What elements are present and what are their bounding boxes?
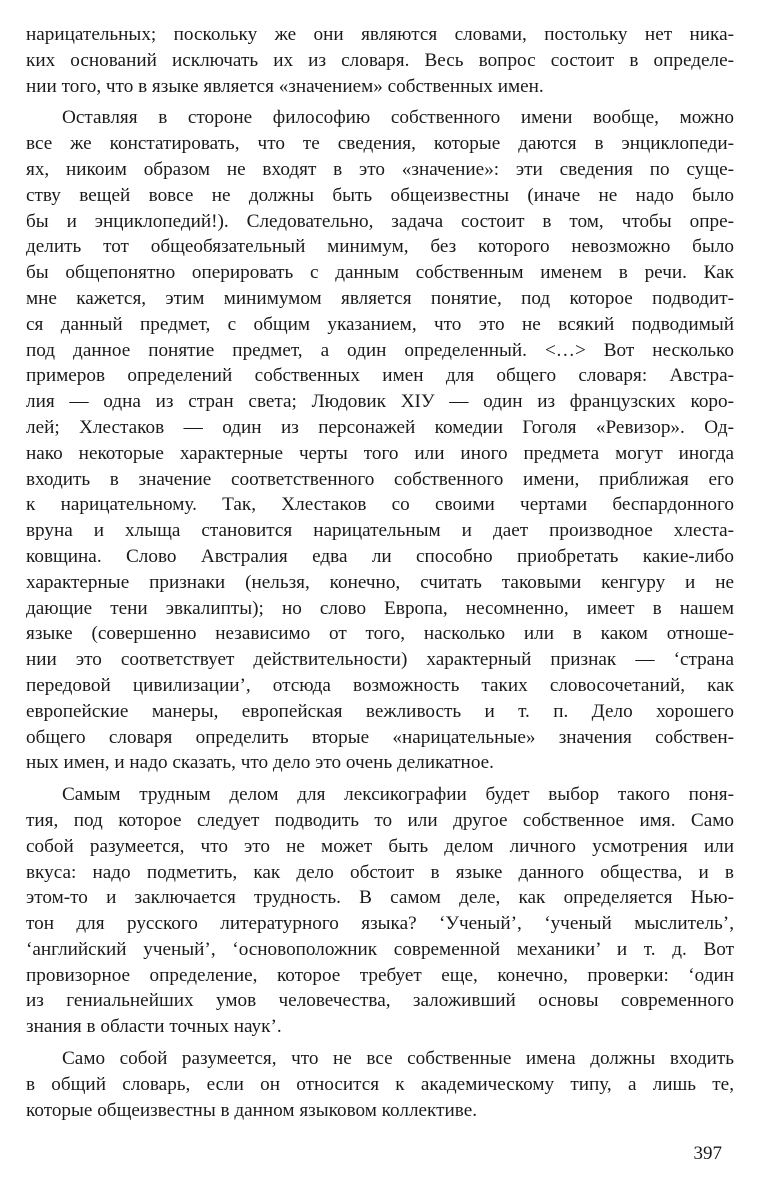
text-line: лей; Хлестаков — один из персонажей комедии Гоголя «Ревизор». Од- <box>26 416 734 438</box>
text-line: собой разумеется, что это не может быть делом личного усмотрения или <box>26 835 734 857</box>
paragraph <box>26 22 734 99</box>
text-line: ных имен, и надо сказать, что дело это очень деликатное. <box>26 752 494 774</box>
text-line: лия — одна из стран света; Людовик XIУ — один из французских коро- <box>26 391 734 413</box>
text-line: под данное понятие предмет, а один определенный. <…> Вот несколько <box>26 339 734 361</box>
text-line: этом-то и заключается трудность. В самом деле, как определяется Нью- <box>26 887 734 909</box>
text-line: вкуса: надо подметить, как дело обстоит в языке данного общества, и в <box>26 861 734 883</box>
text-line: Оставляя в стороне философию собственного имени вообще, можно <box>62 107 734 129</box>
page-number: 397 <box>693 1143 722 1164</box>
text-line: нии того, что в языке является «значением» собственных имен. <box>26 75 544 97</box>
text-line: тон для русского литературного языка? ‘Ученый’, ‘ученый мыслитель’, <box>26 913 734 935</box>
paragraph <box>26 782 734 1040</box>
text-line: ких оснований исключать их из словаря. Весь вопрос состоит в определе- <box>26 49 734 71</box>
text-line: бы и энциклопедий!). Следовательно, задача состоит в том, чтобы опре- <box>26 210 734 232</box>
text-line: тия, под которое следует подводить то или другое собственное имя. Само <box>26 809 734 831</box>
text-line: нарицательных; поскольку же они являются словами, постольку нет ника- <box>26 24 734 45</box>
text-line: входить в значение соответственного собственного имени, приближая его <box>26 468 734 490</box>
text-line: которые общеизвестны в данном языковом коллективе. <box>26 1099 478 1121</box>
paragraph <box>26 1046 734 1123</box>
text-line: все же констатировать, что те сведения, которые даются в энциклопеди- <box>26 133 734 155</box>
text-line: Само собой разумеется, что не все собственные имена должны входить <box>62 1048 734 1070</box>
text-line: общего словаря определить вторые «нарицательные» значения собствен- <box>26 726 734 748</box>
text-line: характерные признаки (нельзя, конечно, считать таковыми кенгуру и не <box>26 571 734 593</box>
text-line: вруна и хлыща становится нарицательным и дает производное хлеста- <box>26 520 734 542</box>
text-line: нии это соответствует действительности) характерный признак — ‘страна <box>26 649 734 671</box>
text-line: к нарицательному. Так, Хлестаков со своими чертами беспардонного <box>26 494 734 516</box>
paragraph <box>26 105 734 776</box>
text-line: ях, никоим образом не входят в это «значение»: эти сведения по суще- <box>26 158 734 180</box>
text-line: европейские манеры, европейская вежливость и т. п. Дело хорошего <box>26 700 734 722</box>
text-line: примеров определений собственных имен для общего словаря: Австра- <box>26 365 734 387</box>
text-line: ся данный предмет, с общим указанием, что это не всякий подводимый <box>26 313 734 335</box>
text-line: передовой цивилизации’, отсюда возможность таких словосочетаний, как <box>26 674 734 696</box>
text-line: мне кажется, этим минимумом является понятие, под которое подводит- <box>26 287 734 309</box>
page-body <box>26 22 734 1123</box>
text-line: в общий словарь, если он относится к академическому типу, а лишь те, <box>26 1073 734 1095</box>
text-line: из гениальнейших умов человечества, заложивший основы современного <box>26 990 734 1012</box>
text-line: знания в области точных наук’. <box>26 1016 282 1038</box>
text-line: провизорное определение, которое требует еще, конечно, проверки: ‘один <box>26 964 734 986</box>
text-line: дающие тени эвкалипты); но слово Европа, несомненно, имеет в нашем <box>26 597 734 619</box>
text-line: Самым трудным делом для лексикографии будет выбор такого поня- <box>62 784 734 806</box>
text-line: ству вещей вовсе не должны быть общеизвестны (иначе не надо было <box>26 184 734 206</box>
text-line: делить тот общеобязательный минимум, без которого невозможно было <box>26 236 734 258</box>
text-line: языке (совершенно независимо от того, насколько или в каком отноше- <box>26 623 734 645</box>
text-line: ‘английский ученый’, ‘основоположник современной механики’ и т. д. Вот <box>26 938 734 960</box>
text-line: нако некоторые характерные черты того или иного предмета могут иногда <box>26 442 734 464</box>
text-line: ковщина. Слово Австралия едва ли способно приобретать какие-либо <box>26 545 734 567</box>
text-line: бы общепонятно оперировать с данным собственным именем в речи. Как <box>26 262 734 284</box>
